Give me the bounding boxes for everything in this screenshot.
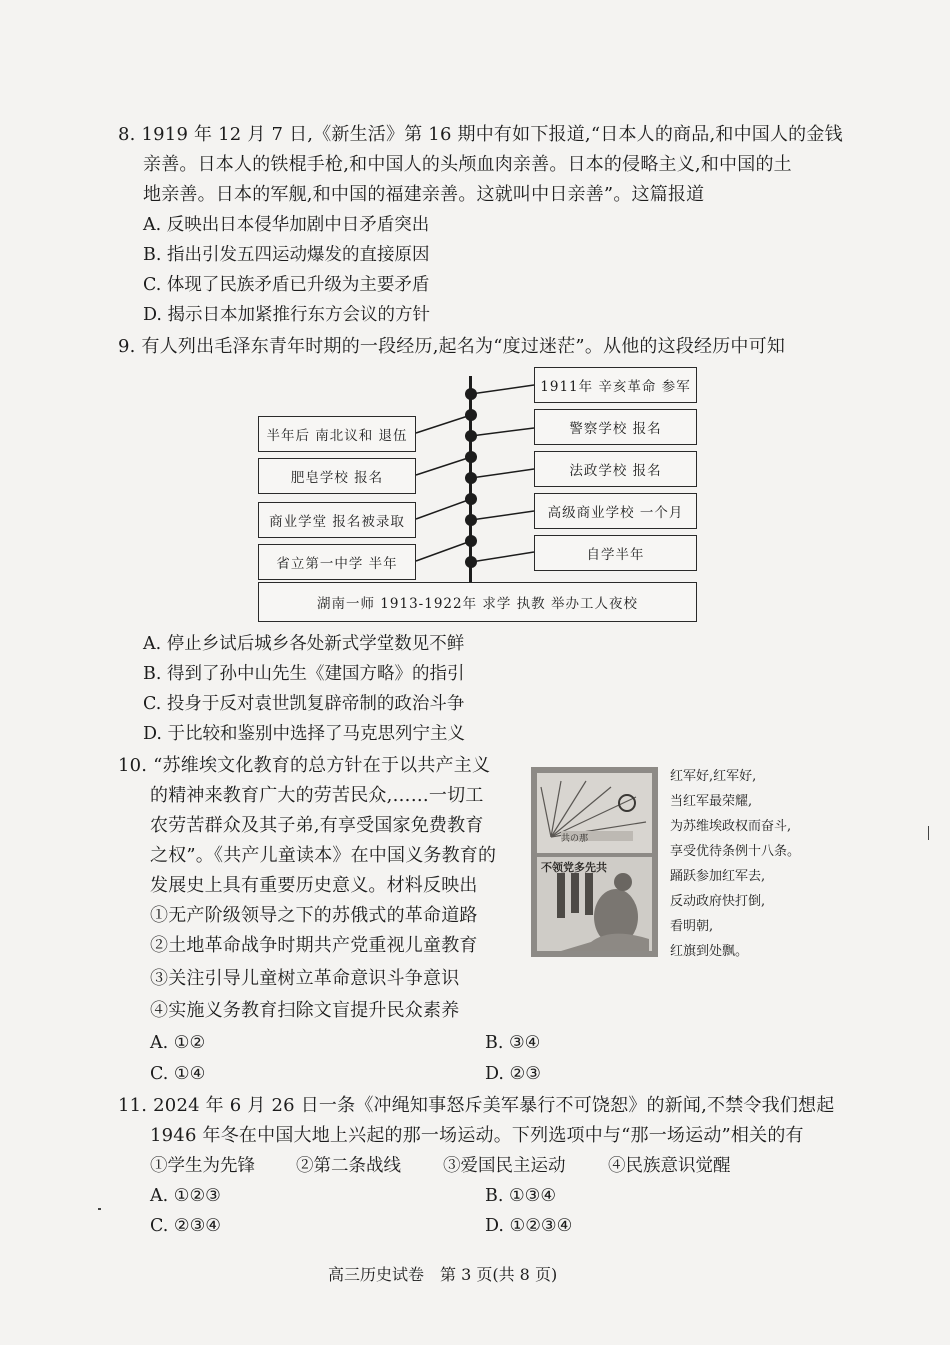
q11-option-c: C. ②③④: [150, 1216, 221, 1236]
q9-stem: 9. 有人列出毛泽东青年时期的一段经历,起名为“度过迷茫”。从他的这段经历中可知: [118, 336, 786, 357]
q8-option-c: C. 体现了民族矛盾已升级为主要矛盾: [143, 275, 430, 295]
q11-option-b: B. ①③④: [485, 1186, 557, 1206]
q10-poem-line-1: 红军好,红军好,: [670, 769, 757, 784]
q10-stem-line-1: 10. “苏维埃文化教育的总方针在于以共产主义: [118, 755, 491, 776]
timeline-box-right-1: 1911年 辛亥革命 参军: [534, 367, 697, 403]
q10-item-3: ③关注引导儿童树立革命意识斗争意识: [150, 968, 460, 989]
timeline-box-left-1: 半年后 南北议和 退伍: [258, 416, 416, 452]
timeline-box-right-4: 高级商业学校 一个月: [534, 493, 697, 529]
q11-option-a: A. ①②③: [150, 1186, 221, 1206]
timeline-box-left-2: 肥皂学校 报名: [258, 458, 416, 494]
q10-poem-line-2: 当红军最荣耀,: [670, 794, 753, 809]
q9-option-d: D. 于比较和鉴别中选择了马克思列宁主义: [143, 724, 466, 744]
q10-option-b: B. ③④: [485, 1033, 541, 1053]
q11-item-3: ③爱国民主运动: [443, 1156, 566, 1176]
poster-banner-text: 共の那: [561, 834, 589, 844]
q10-option-d: D. ②③: [485, 1064, 541, 1084]
q10-poem-line-8: 红旗到处飘。: [670, 944, 749, 959]
scan-mark: [98, 1208, 101, 1210]
timeline-box-right-2: 警察学校 报名: [534, 409, 697, 445]
q11-item-4: ④民族意识觉醒: [608, 1156, 731, 1176]
q10-poem-line-5: 踊跃参加红军去,: [670, 869, 766, 884]
q11-stem-line-2: 1946 年冬在中国大地上兴起的那一场运动。下列选项中与“那一场运动”相关的有: [150, 1125, 804, 1146]
q11-item-2: ②第二条战线: [296, 1156, 401, 1176]
q8-option-b: B. 指出引发五四运动爆发的直接原因: [143, 245, 430, 265]
q10-poem-line-4: 享受优待条例十八条。: [670, 844, 801, 859]
q11-option-d: D. ①②③④: [485, 1216, 573, 1236]
timeline-box-right-3: 法政学校 报名: [534, 451, 697, 487]
q9-option-c: C. 投身于反对袁世凯复辟帝制的政治斗争: [143, 694, 465, 714]
q10-item-2: ②土地革命战争时期共产党重视儿童教育: [150, 935, 478, 956]
q11-stem-line-1: 11. 2024 年 6 月 26 日一条《冲绳知事怒斥美军暴行不可饶恕》的新闻,不禁令我们想起: [118, 1095, 835, 1116]
q8-stem-line-2: 亲善。日本人的铁棍手枪,和中国人的头颅血肉亲善。日本的侵略主义,和中国的土: [143, 154, 792, 175]
q8-stem-line-3: 地亲善。日本的军舰,和中国的福建亲善。这就叫中日亲善”。这篇报道: [143, 184, 705, 205]
q10-item-1: ①无产阶级领导之下的苏俄式的革命道路: [150, 905, 478, 926]
timeline-box-right-5: 自学半年: [534, 535, 697, 571]
q10-stem-line-4: 之权”。《共产儿童读本》在中国义务教育的: [150, 845, 497, 866]
q9-option-a: A. 停止乡试后城乡各处新式学堂数见不鲜: [143, 634, 465, 654]
q10-poster-image: [531, 767, 658, 957]
q10-poem-line-7: 看明朝,: [670, 919, 714, 934]
q10-poem-line-3: 为苏维埃政权而奋斗,: [670, 819, 792, 834]
q8-stem-line-1: 8. 1919 年 12 月 7 日,《新生活》第 16 期中有如下报道,“日本人的商品,和中国人的金钱: [118, 124, 843, 145]
timeline-box-bottom: 湖南一师 1913-1922年 求学 执教 举办工人夜校: [258, 582, 697, 622]
q8-option-a: A. 反映出日本侵华加剧中日矛盾突出: [143, 215, 430, 235]
q10-stem-line-2: 的精神来教育广大的劳苦民众,……一切工: [150, 785, 484, 806]
q10-item-4: ④实施义务教育扫除文盲提升民众素养: [150, 1000, 460, 1021]
page-footer: 高三历史试卷 第 3 页(共 8 页): [328, 1265, 558, 1284]
q11-item-1: ①学生为先锋: [150, 1156, 255, 1176]
timeline-connectors: [0, 0, 950, 640]
q10-stem-line-5: 发展史上具有重要历史意义。材料反映出: [150, 875, 478, 896]
timeline-box-left-4: 省立第一中学 半年: [258, 544, 416, 580]
q9-option-b: B. 得到了孙中山先生《建国方略》的指引: [143, 664, 465, 684]
q10-option-a: A. ①②: [150, 1033, 206, 1053]
q8-option-d: D. 揭示日本加紧推行东方会议的方针: [143, 305, 431, 325]
q10-option-c: C. ①④: [150, 1064, 206, 1084]
q10-poem-line-6: 反动政府快打倒,: [670, 894, 766, 909]
poster-slogan-text: 不领党多先共: [541, 861, 607, 874]
scan-mark: [928, 826, 929, 840]
timeline-box-left-3: 商业学堂 报名被录取: [258, 502, 416, 538]
q10-stem-line-3: 农劳苦群众及其子弟,有享受国家免费教育: [150, 815, 484, 836]
